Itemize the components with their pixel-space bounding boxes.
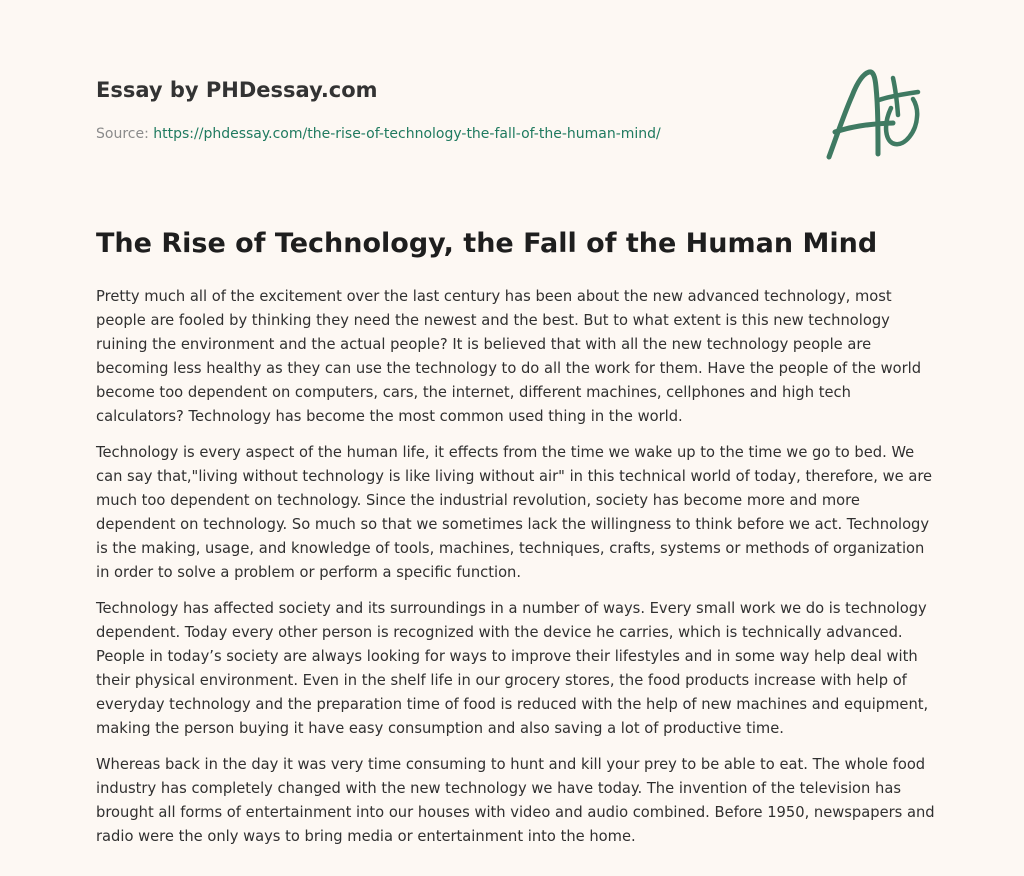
- paragraph-1: Pretty much all of the excitement over the last century has been about the new advanced technology, most people are fooled by thinking they need the newest and the best. But to what extent is this new technology ruining the environment and the actual people? It is believed that with all the new technology people are becoming less healthy as they can use the technology to do all the work for them. Have the people of the world become too dependent on computers, cars, the internet, different machines, cellphones and high tech calculators? Technology has become the most common used thing in the world.: [96, 288, 922, 425]
- essay-title: The Rise of Technology, the Fall of the Human Mind: [96, 228, 878, 259]
- a-plus-logo-icon: [822, 66, 930, 166]
- page-header: [96, 76, 816, 144]
- source-label: Source:: [96, 126, 149, 142]
- source-link[interactable]: https://phdessay.com/the-rise-of-technology-the-fall-of-the-human-mind/: [153, 126, 661, 142]
- essay-body: [96, 285, 938, 861]
- paragraph-2: Technology is every aspect of the human life, it effects from the time we wake up to the time we go to bed. We can say that,"living without technology is like living without air" in this technical world of today, therefore, we are much too dependent on technology. Since the industrial revolution, society has become more and more dependent on technology. So much so that we sometimes lack the willingness to think before we act. Technology is the making, usage, and knowledge of tools, machines, techniques, crafts, systems or methods of organization in order to solve a problem or perform a specific function.: [96, 444, 933, 581]
- paragraph-4: Whereas back in the day it was very time consuming to hunt and kill your prey to be able to eat. The whole food industry has completely changed with the new technology we have today. The invention of the television has brought all forms of entertainment into our houses with video and audio combined. Before 1950, newspapers and radio were the only ways to bring media or entertainment into the home.: [96, 756, 935, 845]
- brand-name: Essay by PHDessay.com: [96, 78, 378, 102]
- source-line: [96, 124, 816, 144]
- paragraph-3: Technology has affected society and its surroundings in a number of ways. Every small work we do is technology dependent. Today every other person is recognized with the device he carries, which is technically advanced. People in today’s society are always looking for ways to improve their lifestyles and in some way help deal with their physical environment. Even in the shelf life in our grocery stores, the food products increase with help of everyday technology and the preparation time of food is reduced with the help of new machines and equipment, making the person buying it have easy consumption and also saving a lot of productive time.: [96, 600, 929, 737]
